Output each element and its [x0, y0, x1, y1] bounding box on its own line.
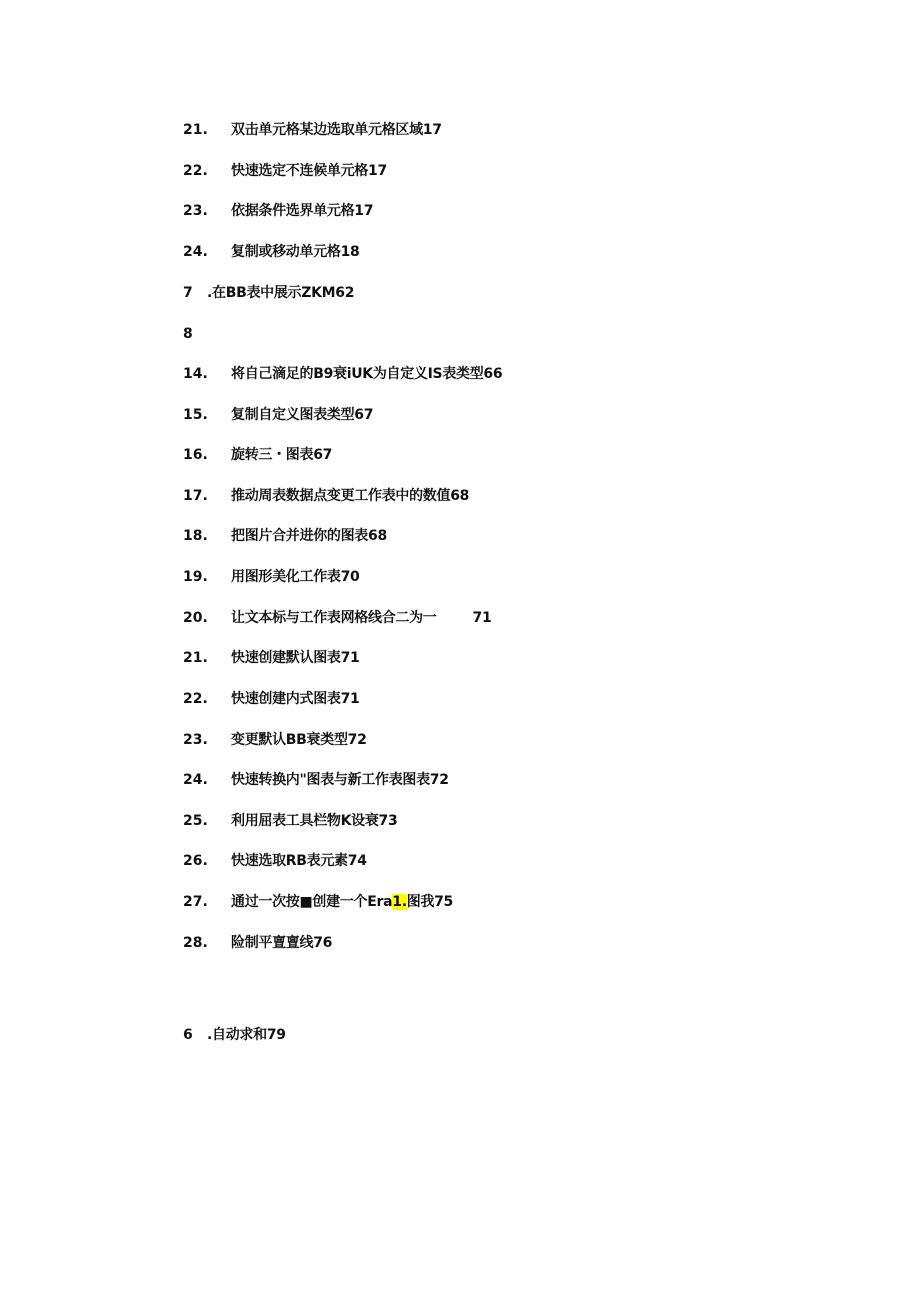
- entry-number: 18.: [183, 528, 208, 544]
- entry-number: 21.: [183, 122, 208, 138]
- toc-entry: [183, 729, 367, 751]
- entry-title: 快速选取RB表元素74: [231, 853, 367, 869]
- toc-entry: [183, 810, 397, 832]
- toc-section: [183, 1024, 286, 1046]
- entry-title: 复制或移动单元格18: [231, 244, 360, 260]
- toc-entry: [183, 566, 359, 588]
- entry-page-number: 71: [472, 610, 492, 626]
- entry-title: 利用屈表工具栏物K设衰73: [231, 813, 398, 829]
- entry-title-end: 图我75: [406, 894, 454, 910]
- entry-number: 25.: [183, 813, 208, 829]
- toc-entry: [183, 769, 449, 791]
- section-title: .自动求和79: [207, 1027, 286, 1043]
- entry-title: 把图片合并进你的图表68: [231, 528, 387, 544]
- entry-number: 22.: [183, 163, 208, 179]
- entry-number: 28.: [183, 935, 208, 951]
- section-number: 7: [183, 285, 193, 301]
- toc-entry: [183, 241, 359, 263]
- toc-entry: [183, 850, 367, 872]
- entry-title: 推动周表数据点变更工作表中的数值68: [231, 488, 470, 504]
- entry-title: 依据条件选界单元格17: [231, 203, 374, 219]
- entry-number: 16.: [183, 447, 208, 463]
- entry-title: 将自己滴足的B9衰iUK为自定义IS表类型66: [231, 366, 503, 382]
- entry-title: 快速创建默认图表71: [231, 650, 360, 666]
- entry-title: 险制平亶亶线76: [231, 935, 333, 951]
- entry-title: 快速创建内式图表71: [231, 691, 360, 707]
- toc-entry: [183, 444, 332, 466]
- section-number: 8: [183, 326, 193, 342]
- entry-title: 用图形美化工作表70: [231, 569, 360, 585]
- entry-title: 让文本标与工作表网格线合二为一: [231, 610, 437, 626]
- entry-number: 23.: [183, 203, 208, 219]
- entry-title: 旋转三・图表67: [231, 447, 333, 463]
- toc-entry: [183, 160, 387, 182]
- entry-number: 19.: [183, 569, 208, 585]
- entry-number: 24.: [183, 772, 208, 788]
- section-number: 6: [183, 1027, 193, 1043]
- toc-entry: [183, 119, 442, 141]
- toc-entry: [183, 891, 453, 913]
- entry-number: 20.: [183, 610, 208, 626]
- toc-entry: [183, 363, 502, 385]
- entry-number: 17.: [183, 488, 208, 504]
- toc-section: [183, 282, 354, 304]
- toc-entry: [183, 404, 373, 426]
- toc-entry: [183, 932, 332, 954]
- entry-number: 24.: [183, 244, 208, 260]
- toc-entry: [183, 525, 387, 547]
- entry-number: 21.: [183, 650, 208, 666]
- entry-title: 双击单元格某边选取单元格区域17: [231, 122, 442, 138]
- entry-title: 快速选定不连候单元格17: [231, 163, 387, 179]
- toc-entry: [183, 647, 359, 669]
- entry-number: 15.: [183, 407, 208, 423]
- entry-title-start: 通过一次按■创建一个Era: [231, 894, 393, 910]
- entry-number: 27.: [183, 894, 208, 910]
- highlighted-text: 1.: [392, 894, 407, 910]
- entry-number: 26.: [183, 853, 208, 869]
- entry-number: 14.: [183, 366, 208, 382]
- toc-entry: [183, 607, 491, 629]
- entry-title: 变更默认BB衰类型72: [231, 732, 367, 748]
- entry-title: 快速转换内"图表与新工作表图表72: [231, 772, 449, 788]
- toc-entry: [183, 200, 373, 222]
- entry-title: 复制自定义图表类型67: [231, 407, 374, 423]
- toc-entry: [183, 688, 359, 710]
- toc-entry: [183, 485, 469, 507]
- entry-number: 23.: [183, 732, 208, 748]
- section-title: .在BB表中展示ZKM62: [207, 285, 355, 301]
- toc-section: [183, 323, 207, 345]
- entry-number: 22.: [183, 691, 208, 707]
